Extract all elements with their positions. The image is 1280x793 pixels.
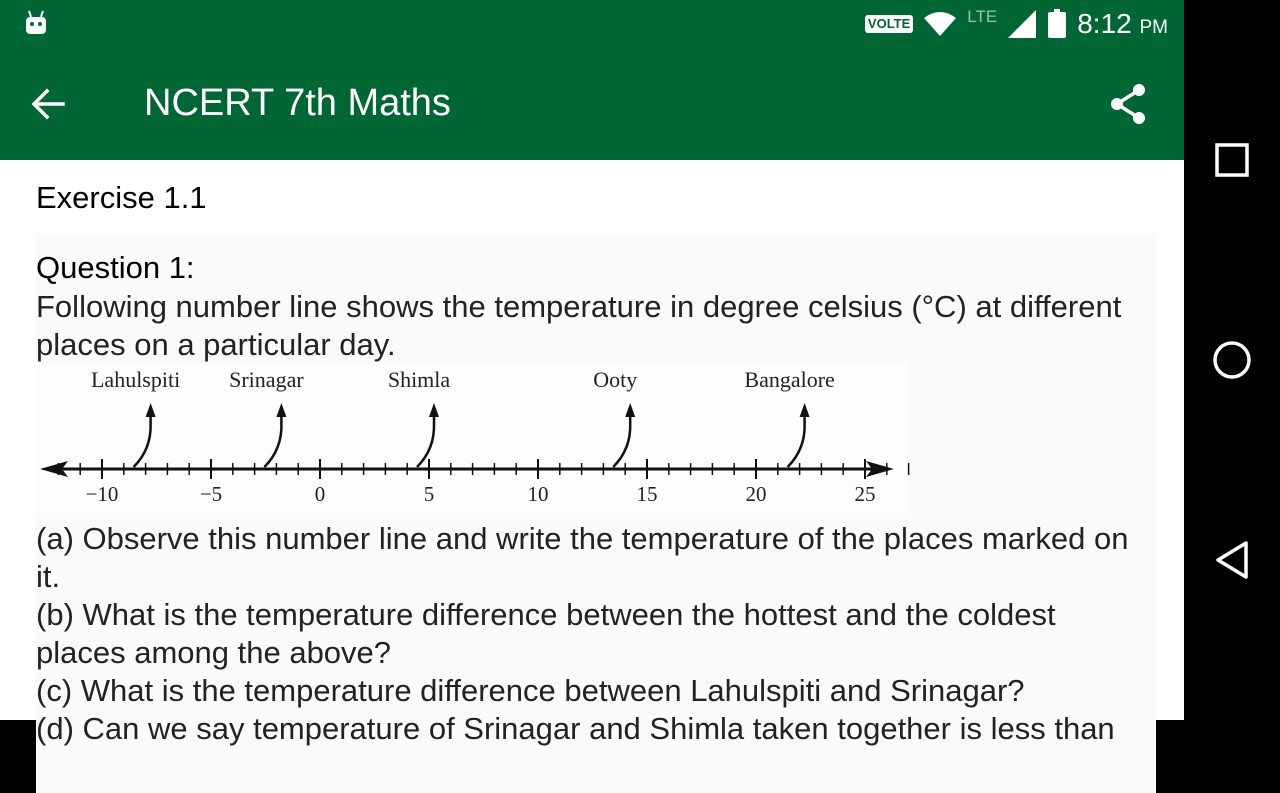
- circle-icon: [1212, 340, 1252, 380]
- clock: [1077, 8, 1168, 40]
- tick-label: 5: [423, 482, 435, 506]
- share-icon: [1108, 83, 1148, 125]
- tick-label: −5: [199, 482, 223, 506]
- sub-question-b: (b) What is the temperature difference between the hottest and the coldest places among the above?: [36, 597, 1056, 670]
- clock-time: 8:12: [1077, 8, 1132, 39]
- navigation-bar: [1184, 0, 1280, 720]
- place-arrow: [134, 413, 151, 467]
- sub-question-a: (a) Observe this number line and write the temperature of the places marked on it.: [36, 521, 1129, 594]
- arrow-back-icon: [31, 87, 65, 121]
- back-button[interactable]: [24, 80, 72, 128]
- sub-question-c: (c) What is the temperature difference between Lahulspiti and Srinagar?: [36, 673, 1025, 708]
- battery-icon: [1047, 9, 1067, 39]
- app-title: NCERT 7th Maths: [144, 82, 451, 124]
- place-label: Ooty: [593, 367, 638, 392]
- signal-icon: [1007, 9, 1037, 39]
- place-arrow-head: [800, 403, 810, 417]
- status-bar: [0, 0, 1184, 48]
- number-line: [36, 363, 908, 513]
- tick-label: 15: [636, 482, 658, 506]
- clock-ampm: PM: [1139, 17, 1168, 38]
- wifi-icon: [923, 10, 957, 38]
- sub-questions: [36, 520, 1151, 748]
- triangle-back-icon: [1214, 540, 1250, 580]
- sub-question-d: (d) Can we say temperature of Srinagar and Shimla taken together is less than: [36, 711, 1115, 746]
- tick-label: 10: [527, 482, 549, 506]
- network-type: LTE: [967, 7, 998, 26]
- place-arrow-head: [276, 403, 286, 417]
- share-button[interactable]: [1104, 80, 1152, 128]
- tick-label: 0: [314, 482, 326, 506]
- place-arrow: [788, 413, 805, 467]
- volte-badge: VOLTE: [865, 15, 913, 33]
- place-arrow-head: [429, 403, 439, 417]
- place-arrow-head: [625, 403, 635, 417]
- place-arrow: [417, 413, 434, 467]
- question-block: [36, 233, 1156, 793]
- place-label: Srinagar: [229, 367, 304, 392]
- place-arrow: [264, 413, 281, 467]
- app-bar: [0, 48, 1184, 160]
- tick-label: 20: [745, 482, 767, 506]
- tick-label: 25: [854, 482, 876, 506]
- exercise-title: Exercise 1.1: [36, 180, 207, 215]
- question-text: Following number line shows the temperature in degree celsius (°C) at different places on a particular day.: [36, 289, 1122, 362]
- home-button[interactable]: [1208, 336, 1256, 384]
- place-label: Shimla: [387, 367, 451, 392]
- android-icon: [24, 10, 48, 36]
- tick-label: −10: [85, 482, 119, 506]
- recents-button[interactable]: [1208, 136, 1256, 184]
- question-label: Question 1:: [36, 250, 195, 285]
- place-arrow: [613, 413, 630, 467]
- status-icons: [865, 0, 1168, 48]
- place-arrow-head: [146, 403, 156, 417]
- place-label: Lahulspiti: [90, 367, 181, 392]
- nav-back-button[interactable]: [1208, 536, 1256, 584]
- number-line-figure: [36, 363, 908, 513]
- place-label: Bangalore: [744, 367, 835, 392]
- square-icon: [1215, 143, 1249, 177]
